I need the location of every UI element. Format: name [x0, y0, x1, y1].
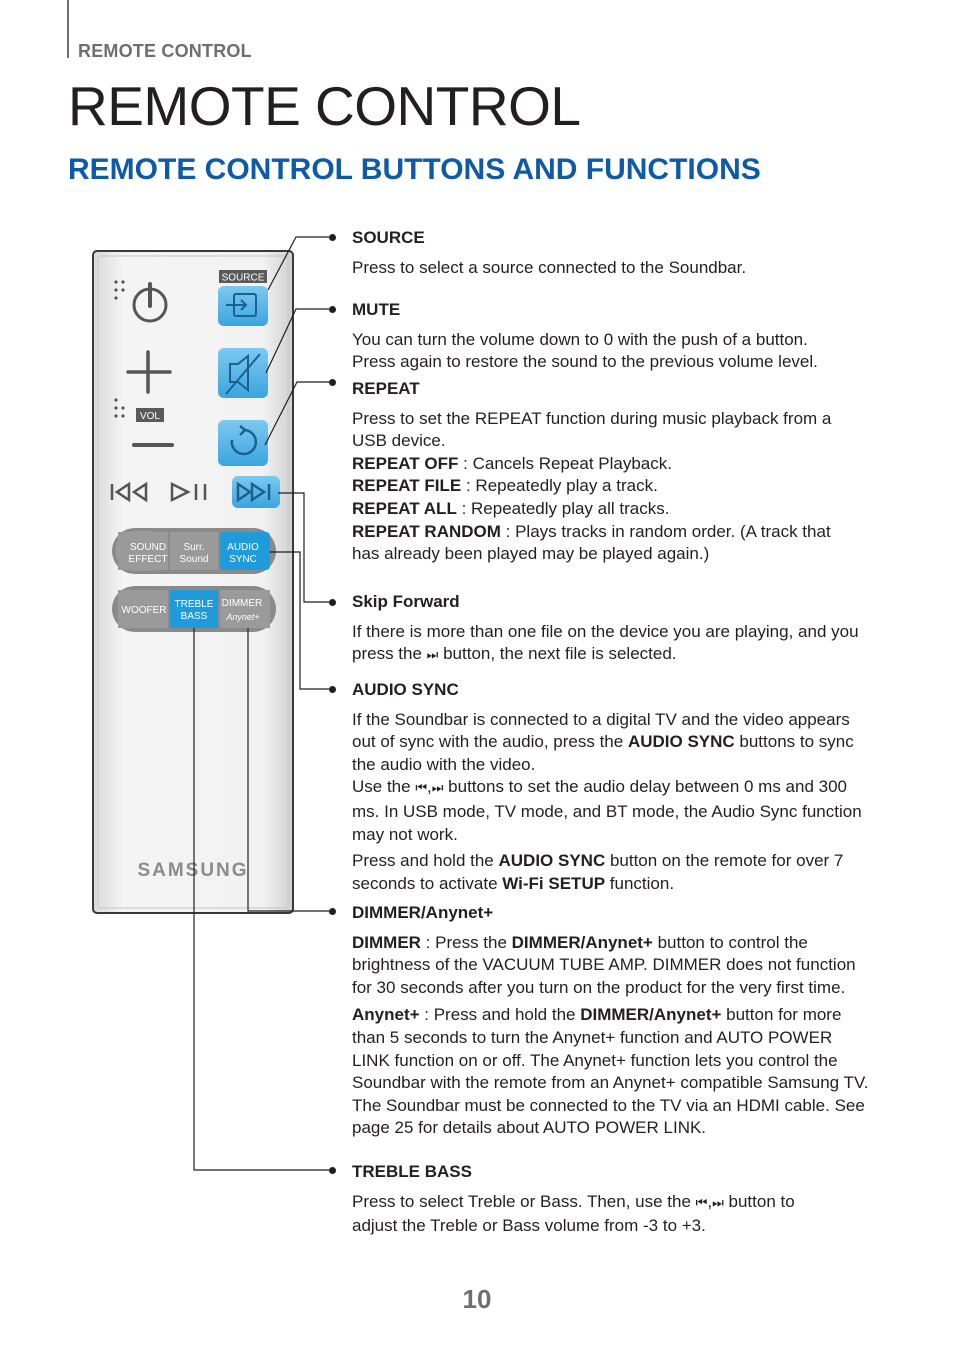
entry-skip-forward — [352, 591, 882, 668]
sidebar-rule — [67, 0, 69, 58]
entry-title: Skip Forward — [352, 592, 460, 611]
svg-text:Anynet+: Anynet+ — [226, 612, 260, 622]
remote-illustration — [92, 250, 302, 918]
bullet-source — [329, 234, 336, 241]
svg-text:BASS: BASS — [180, 611, 208, 622]
entry-audio-sync — [352, 679, 882, 895]
entry-title: TREBLE BASS — [352, 1162, 472, 1181]
entry-title: SOURCE — [352, 228, 425, 247]
svg-text:TREBLE: TREBLE — [174, 599, 214, 610]
bullet-treble-bass — [329, 1167, 336, 1174]
samsung-logo: SAMSUNG — [137, 860, 249, 881]
next-icon: ⏭ — [712, 1195, 724, 1211]
entry-title: DIMMER/Anynet+ — [352, 903, 494, 922]
svg-text:EFFECT: EFFECT — [128, 554, 168, 565]
source-label: SOURCE — [221, 272, 265, 284]
entry-title: MUTE — [352, 300, 401, 319]
svg-text:SOUND: SOUND — [129, 542, 167, 553]
dimmer-button — [220, 590, 270, 628]
page-number: 10 — [462, 1284, 492, 1314]
next-icon: ⏭ — [431, 781, 444, 797]
bullet-audio-sync — [329, 686, 336, 693]
prev-icon: ⏮ — [695, 1195, 708, 1211]
entry-desc: If the Soundbar is connected to a digital TV and the video appears out of sync with the audio, press the AUDIO SYNC buttons to sync the audio with the video. — [352, 709, 854, 774]
entry-mute — [352, 299, 882, 374]
bullet-dimmer — [329, 908, 336, 915]
entry-desc: DIMMER : Press the DIMMER/Anynet+ button to control the brightness of the VACUUM TUBE AMP. DIMMER does not function for 30 seconds after you turn on the product for the very first time. — [352, 932, 856, 997]
entry-title: AUDIO SYNC — [352, 680, 459, 699]
page-title: REMOTE CONTROL — [68, 75, 581, 137]
bullet-skip-forward — [329, 599, 336, 606]
entry-desc: Press again to restore the sound to the previous volume level. — [352, 352, 818, 372]
entry-desc: Press to select a source connected to the Soundbar. — [352, 257, 747, 277]
svg-text:WOOFER: WOOFER — [121, 605, 167, 616]
next-icon: ⏭ — [426, 648, 439, 664]
bullet-mute — [329, 306, 336, 313]
entry-desc: You can turn the volume down to 0 with the push of a button. — [352, 329, 808, 349]
repeat-file-line: REPEAT FILE : Repeatedly play a track. — [352, 476, 658, 496]
entry-treble-bass — [352, 1161, 882, 1238]
bullet-repeat — [329, 379, 336, 386]
svg-text:SYNC: SYNC — [229, 554, 257, 565]
entry-desc: Press and hold the AUDIO SYNC button on the remote for over 7 seconds to activate Wi-Fi SETUP function. — [352, 851, 844, 893]
entry-source — [352, 227, 882, 279]
entry-repeat — [352, 378, 882, 566]
running-head: REMOTE CONTROL — [78, 41, 252, 61]
svg-text:DIMMER: DIMMER — [221, 598, 263, 609]
entry-desc: If there is more than one file on the device you are playing, and you press the ⏭ button, the next file is selected. — [352, 621, 859, 664]
svg-text:Surr.: Surr. — [183, 542, 205, 553]
repeat-random-line: REPEAT RANDOM : Plays tracks in random order. (A track that has already been played may be played again.) — [352, 521, 831, 564]
entry-desc: Press to set the REPEAT function during music playback from a USB device. — [352, 408, 832, 451]
repeat-off-line: REPEAT OFF : Cancels Repeat Playback. — [352, 453, 672, 473]
repeat-all-line: REPEAT ALL : Repeatedly play all tracks. — [352, 498, 670, 518]
svg-text:Sound: Sound — [179, 554, 209, 565]
prev-icon: ⏮ — [415, 781, 428, 797]
entry-dimmer — [352, 902, 882, 1140]
vol-label: VOL — [139, 411, 161, 422]
section-title: REMOTE CONTROL BUTTONS AND FUNCTIONS — [68, 153, 761, 186]
entry-desc: Anynet+ : Press and hold the DIMMER/Anynet+ button for more than 5 seconds to turn the Anynet+ function and AUTO POWER LINK function on or off. The Anynet+ function lets you control the Soundbar with the remote from an Anynet+ compatible Samsung TV. The Soundbar must be connected to the TV via an HDMI cable. See page 25 for details about AUTO POWER LINK. — [352, 1005, 869, 1138]
svg-text:AUDIO: AUDIO — [227, 542, 259, 553]
entry-title: REPEAT — [352, 379, 420, 398]
entry-desc: Use the ⏮,⏭ buttons to set the audio delay between 0 ms and 300 ms. In USB mode, TV mode, and BT mode, the Audio Sync function may not work. — [352, 777, 862, 844]
entry-desc: Press to select Treble or Bass. Then, use the ⏮,⏭ button to adjust the Treble or Bass volume from -3 to +3. — [352, 1191, 795, 1236]
